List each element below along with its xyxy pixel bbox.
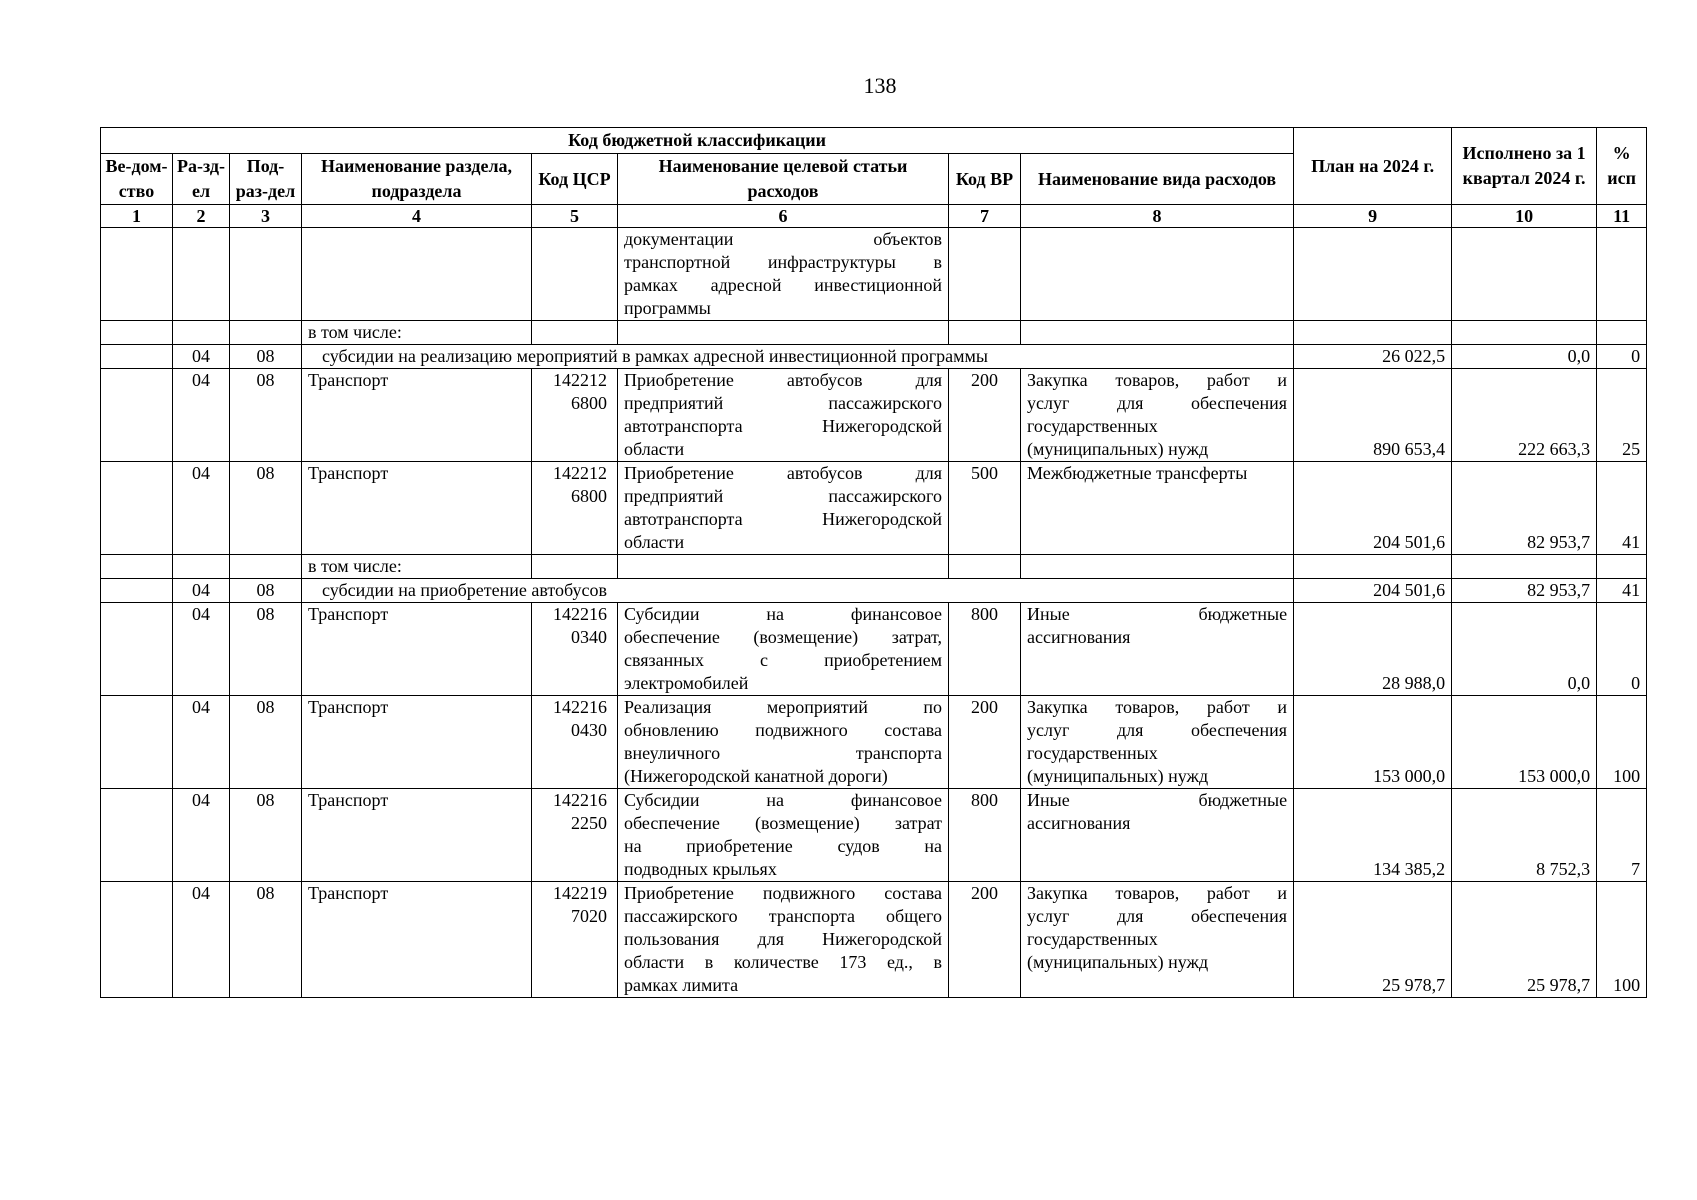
column-number: 4 <box>302 205 532 228</box>
cell-plan: 25 978,7 <box>1294 882 1452 998</box>
cell-vedomstvo <box>101 462 173 555</box>
text-line: документации объектов <box>624 229 942 249</box>
cell-target-name <box>618 228 949 321</box>
cell-vedomstvo <box>101 369 173 462</box>
text-line: предприятий пассажирского <box>624 393 942 413</box>
cell-vedomstvo <box>101 228 173 321</box>
text-line: пользования для Нижегородской <box>624 929 942 949</box>
cell-razdel: 04 <box>173 603 230 696</box>
table-body <box>101 228 1647 998</box>
text-line: пассажирского транспорта общего <box>624 906 942 926</box>
text-line: электромобилей <box>624 673 749 693</box>
cell-pct: 0 <box>1597 603 1647 696</box>
cell-csr <box>532 555 618 579</box>
table-row <box>101 369 1647 462</box>
cell-done: 82 953,7 <box>1452 579 1597 603</box>
table-row <box>101 603 1647 696</box>
cell-razdel: 04 <box>173 882 230 998</box>
cell-vr-name <box>1021 696 1294 789</box>
cell-target-name <box>618 555 949 579</box>
text-line: Субсидии на финансовое <box>624 790 942 810</box>
column-number: 8 <box>1021 205 1294 228</box>
cell-pct: 41 <box>1597 579 1647 603</box>
cell-plan: 153 000,0 <box>1294 696 1452 789</box>
cell-vedomstvo <box>101 696 173 789</box>
cell-razdel-name: Транспорт <box>302 462 532 555</box>
cell-razdel <box>173 228 230 321</box>
cell-subtitle: в том числе: <box>302 321 532 345</box>
text-line: Закупка товаров, работ и <box>1027 883 1288 903</box>
cell-podrazdel <box>230 228 302 321</box>
text-line: государственных <box>1027 929 1158 949</box>
cell-csr <box>532 228 618 321</box>
cell-podrazdel: 08 <box>230 882 302 998</box>
cell-razdel <box>173 555 230 579</box>
cell-vedomstvo <box>101 345 173 369</box>
cell-target-name <box>618 603 949 696</box>
column-number: 10 <box>1452 205 1597 228</box>
cell-razdel <box>173 321 230 345</box>
cell-vr: 500 <box>949 462 1021 555</box>
cell-csr <box>532 696 618 789</box>
text-line: 142219 <box>553 883 607 903</box>
text-line: 7020 <box>571 906 607 926</box>
text-line: обеспечение (возмещение) затрат, <box>624 627 942 647</box>
table-row <box>101 321 1647 345</box>
text-line: Закупка товаров, работ и <box>1027 370 1288 390</box>
text-line: области <box>624 439 685 459</box>
cell-podrazdel: 08 <box>230 462 302 555</box>
cell-razdel: 04 <box>173 579 230 603</box>
text-line: государственных <box>1027 743 1158 763</box>
cell-razdel: 04 <box>173 696 230 789</box>
cell-done: 222 663,3 <box>1452 369 1597 462</box>
cell-razdel: 04 <box>173 789 230 882</box>
cell-vr <box>949 228 1021 321</box>
cell-razdel-name: Транспорт <box>302 882 532 998</box>
cell-razdel: 04 <box>173 345 230 369</box>
cell-vr <box>949 555 1021 579</box>
cell-done: 0,0 <box>1452 345 1597 369</box>
cell-razdel-name: Транспорт <box>302 603 532 696</box>
text-line: предприятий пассажирского <box>624 486 942 506</box>
text-line: 0430 <box>571 720 607 740</box>
text-line: Закупка товаров, работ и <box>1027 697 1288 717</box>
text-line: государственных <box>1027 416 1158 436</box>
table-row <box>101 882 1647 998</box>
cell-csr <box>532 369 618 462</box>
cell-plan: 890 653,4 <box>1294 369 1452 462</box>
header-podrazdel: Под-раз-дел <box>230 154 302 205</box>
cell-razdel-name: Транспорт <box>302 789 532 882</box>
cell-vedomstvo <box>101 555 173 579</box>
text-line: 6800 <box>571 393 607 413</box>
cell-vr-name <box>1021 789 1294 882</box>
header-vr: Код ВР <box>949 154 1021 205</box>
table-row <box>101 555 1647 579</box>
cell-span-text: субсидии на приобретение автобусов <box>302 579 1294 603</box>
table-row <box>101 579 1647 603</box>
cell-csr <box>532 321 618 345</box>
cell-razdel: 04 <box>173 369 230 462</box>
cell-done <box>1452 228 1597 321</box>
cell-span-text: субсидии на реализацию мероприятий в рамках адресной инвестиционной программы <box>302 345 1294 369</box>
table-row <box>101 789 1647 882</box>
header-target-name: Наименование целевой статьи расходов <box>618 154 949 205</box>
cell-done: 8 752,3 <box>1452 789 1597 882</box>
cell-csr <box>532 882 618 998</box>
text-line: 142216 <box>553 697 607 717</box>
text-line: (Нижегородской канатной дороги) <box>624 766 888 786</box>
cell-podrazdel <box>230 321 302 345</box>
header-csr: Код ЦСР <box>532 154 618 205</box>
table-row <box>101 228 1647 321</box>
cell-target-name <box>618 882 949 998</box>
text-line: Иные бюджетные <box>1027 790 1288 810</box>
column-number: 11 <box>1597 205 1647 228</box>
cell-plan: 204 501,6 <box>1294 462 1452 555</box>
text-line: обновлению подвижного состава <box>624 720 942 740</box>
text-line: Приобретение подвижного состава <box>624 883 942 903</box>
header-razdel-name: Наименование раздела, подраздела <box>302 154 532 205</box>
text-line: подводных крыльях <box>624 859 777 879</box>
column-number: 5 <box>532 205 618 228</box>
cell-podrazdel: 08 <box>230 579 302 603</box>
text-line: связанных с приобретением <box>624 650 942 670</box>
column-number: 1 <box>101 205 173 228</box>
header-done: Исполнено за 1 квартал 2024 г. <box>1452 128 1597 205</box>
text-line: 142216 <box>553 790 607 810</box>
cell-razdel-name <box>302 228 532 321</box>
header-vr-name: Наименование вида расходов <box>1021 154 1294 205</box>
cell-done: 0,0 <box>1452 603 1597 696</box>
cell-target-name <box>618 789 949 882</box>
cell-pct: 100 <box>1597 696 1647 789</box>
cell-vr-name <box>1021 462 1294 555</box>
cell-vr: 800 <box>949 603 1021 696</box>
text-line: автотранспорта Нижегородской <box>624 509 942 529</box>
cell-target-name <box>618 321 949 345</box>
cell-done: 82 953,7 <box>1452 462 1597 555</box>
cell-vr-name <box>1021 603 1294 696</box>
text-line: 142216 <box>553 604 607 624</box>
text-line: услуг для обеспечения <box>1027 720 1288 740</box>
cell-vr-name <box>1021 369 1294 462</box>
text-line: (муниципальных) нужд <box>1027 766 1209 786</box>
cell-razdel: 04 <box>173 462 230 555</box>
text-line: 2250 <box>571 813 607 833</box>
cell-pct <box>1597 555 1647 579</box>
cell-target-name <box>618 696 949 789</box>
cell-vr: 200 <box>949 696 1021 789</box>
header-group-title: Код бюджетной классификации <box>101 128 1294 154</box>
text-line: рамках адресной инвестиционной <box>624 275 942 295</box>
cell-pct: 100 <box>1597 882 1647 998</box>
cell-podrazdel: 08 <box>230 789 302 882</box>
text-line: программы <box>624 298 711 318</box>
cell-pct: 7 <box>1597 789 1647 882</box>
budget-table <box>100 127 1647 998</box>
cell-vr: 200 <box>949 369 1021 462</box>
cell-vr-name <box>1021 555 1294 579</box>
header-vedomstvo: Ве-дом-ство <box>101 154 173 205</box>
text-line: услуг для обеспечения <box>1027 393 1288 413</box>
text-line: Иные бюджетные <box>1027 604 1288 624</box>
column-number: 3 <box>230 205 302 228</box>
text-line: транспортной инфраструктуры в <box>624 252 942 272</box>
text-line: (муниципальных) нужд <box>1027 439 1209 459</box>
text-line: внеуличного транспорта <box>624 743 942 763</box>
text-line: рамках лимита <box>624 975 739 995</box>
cell-podrazdel: 08 <box>230 369 302 462</box>
column-number: 7 <box>949 205 1021 228</box>
cell-pct: 41 <box>1597 462 1647 555</box>
cell-subtitle: в том числе: <box>302 555 532 579</box>
text-line: Приобретение автобусов для <box>624 370 942 390</box>
text-line: области в количестве 173 ед., в <box>624 952 942 972</box>
cell-done <box>1452 555 1597 579</box>
header-razdel: Ра-зд-ел <box>173 154 230 205</box>
cell-vedomstvo <box>101 579 173 603</box>
text-line: услуг для обеспечения <box>1027 906 1288 926</box>
page-number: 138 <box>863 73 897 98</box>
cell-pct <box>1597 321 1647 345</box>
header-pct: % исп <box>1597 128 1647 205</box>
cell-vedomstvo <box>101 789 173 882</box>
cell-plan <box>1294 555 1452 579</box>
cell-vedomstvo <box>101 603 173 696</box>
column-number: 6 <box>618 205 949 228</box>
text-line: ассигнования <box>1027 627 1131 647</box>
text-line: (муниципальных) нужд <box>1027 952 1209 972</box>
cell-plan <box>1294 228 1452 321</box>
cell-target-name <box>618 462 949 555</box>
text-line: на приобретение судов на <box>624 836 942 856</box>
cell-pct: 25 <box>1597 369 1647 462</box>
text-line: Межбюджетные трансферты <box>1027 463 1248 483</box>
cell-podrazdel <box>230 555 302 579</box>
cell-vedomstvo <box>101 321 173 345</box>
text-line: автотранспорта Нижегородской <box>624 416 942 436</box>
text-line: Приобретение автобусов для <box>624 463 942 483</box>
cell-plan: 134 385,2 <box>1294 789 1452 882</box>
cell-plan: 26 022,5 <box>1294 345 1452 369</box>
column-number: 9 <box>1294 205 1452 228</box>
table-row <box>101 462 1647 555</box>
cell-vr: 200 <box>949 882 1021 998</box>
cell-plan: 28 988,0 <box>1294 603 1452 696</box>
cell-plan <box>1294 321 1452 345</box>
cell-podrazdel: 08 <box>230 696 302 789</box>
cell-csr <box>532 603 618 696</box>
cell-podrazdel: 08 <box>230 345 302 369</box>
text-line: ассигнования <box>1027 813 1131 833</box>
cell-razdel-name: Транспорт <box>302 696 532 789</box>
cell-vr: 800 <box>949 789 1021 882</box>
cell-plan: 204 501,6 <box>1294 579 1452 603</box>
text-line: 0340 <box>571 627 607 647</box>
cell-vr <box>949 321 1021 345</box>
cell-podrazdel: 08 <box>230 603 302 696</box>
text-line: 6800 <box>571 486 607 506</box>
cell-vedomstvo <box>101 882 173 998</box>
text-line: 142212 <box>553 463 607 483</box>
cell-pct: 0 <box>1597 345 1647 369</box>
column-numbers-row <box>101 205 1647 228</box>
cell-done: 25 978,7 <box>1452 882 1597 998</box>
cell-target-name <box>618 369 949 462</box>
cell-done: 153 000,0 <box>1452 696 1597 789</box>
text-line: обеспечение (возмещение) затрат <box>624 813 942 833</box>
cell-pct <box>1597 228 1647 321</box>
cell-vr-name <box>1021 882 1294 998</box>
cell-razdel-name: Транспорт <box>302 369 532 462</box>
text-line: Реализация мероприятий по <box>624 697 942 717</box>
table-row <box>101 345 1647 369</box>
text-line: области <box>624 532 685 552</box>
table-header <box>101 128 1647 228</box>
cell-vr-name <box>1021 321 1294 345</box>
table-row <box>101 696 1647 789</box>
text-line: Субсидии на финансовое <box>624 604 942 624</box>
cell-vr-name <box>1021 228 1294 321</box>
header-plan: План на 2024 г. <box>1294 128 1452 205</box>
column-number: 2 <box>173 205 230 228</box>
cell-done <box>1452 321 1597 345</box>
cell-csr <box>532 462 618 555</box>
cell-csr <box>532 789 618 882</box>
text-line: 142212 <box>553 370 607 390</box>
